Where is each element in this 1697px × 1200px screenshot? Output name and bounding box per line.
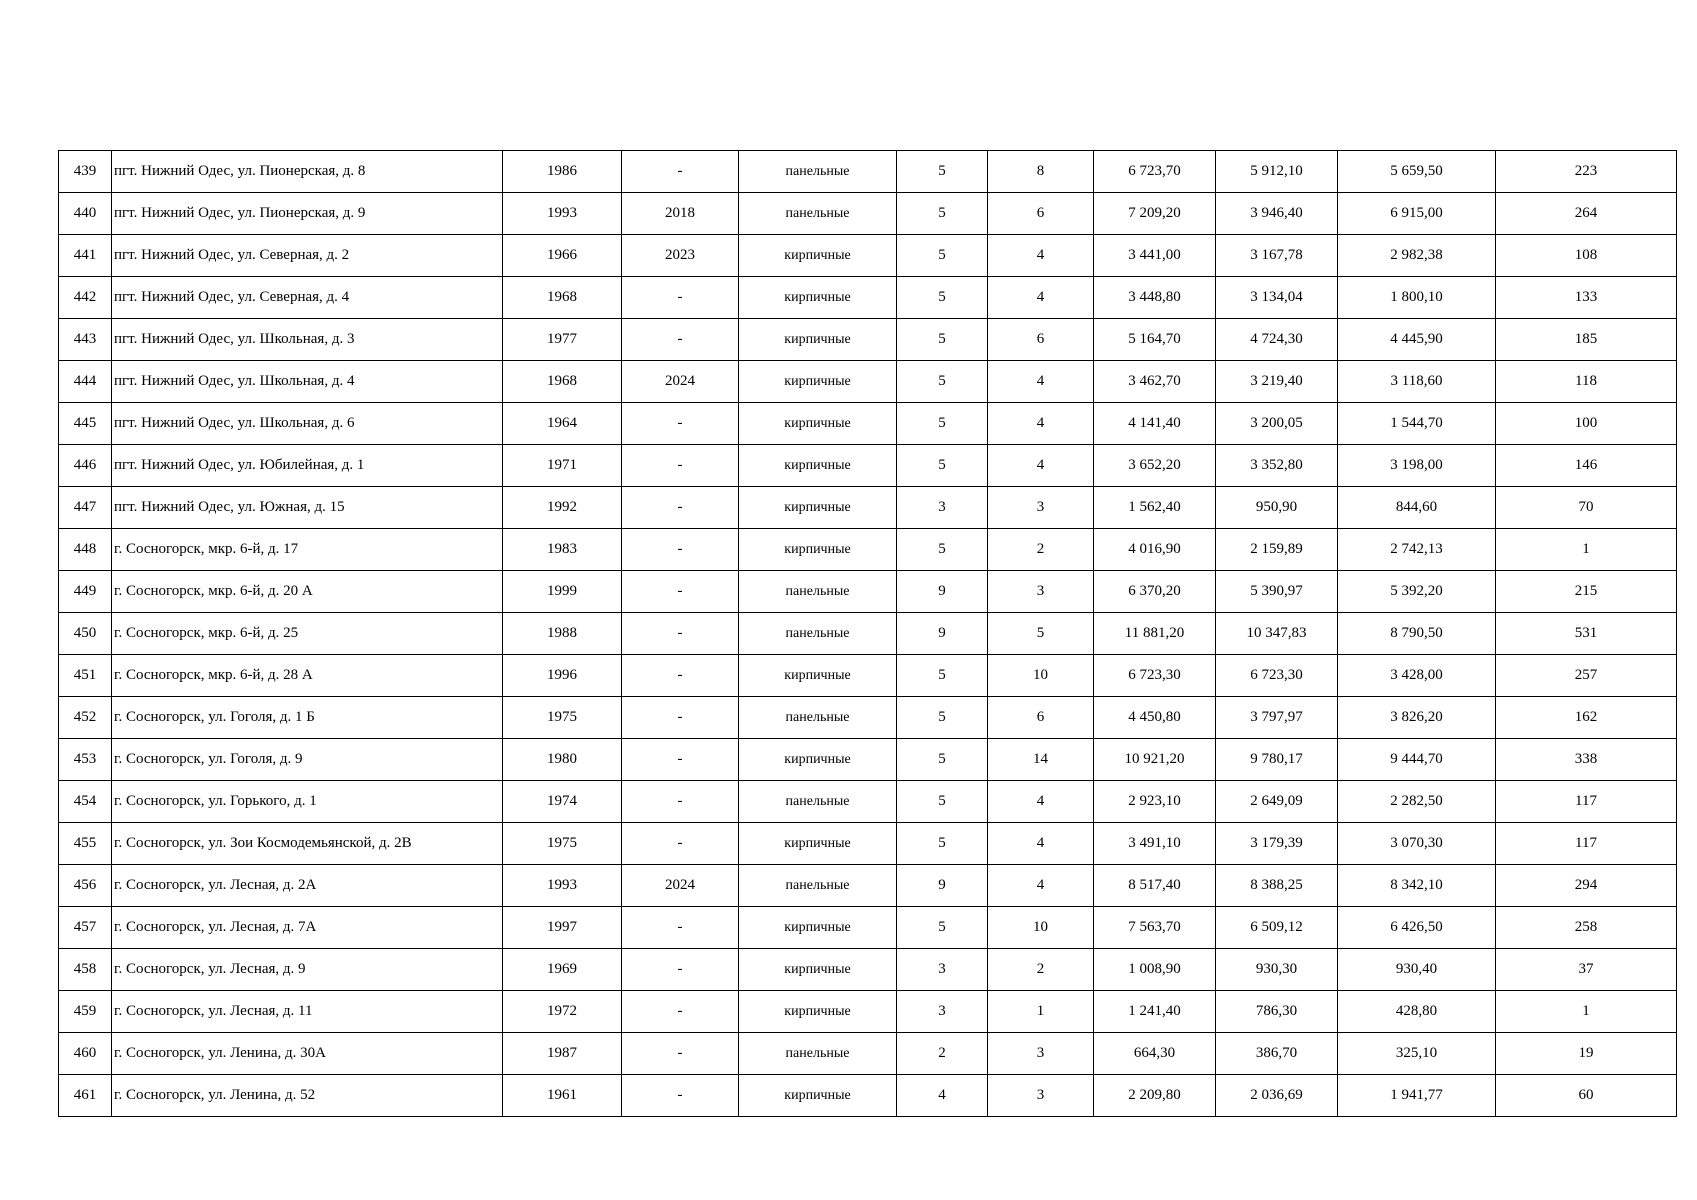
table-row — [59, 445, 1677, 487]
cell-address: пгт. Нижний Одес, ул. Школьная, д. 3 — [112, 319, 503, 361]
cell-area-total: 3 652,20 — [1094, 445, 1216, 487]
cell-area-living: 10 347,83 — [1216, 613, 1338, 655]
cell-area-private: 1 800,10 — [1338, 277, 1496, 319]
cell-area-total: 1 562,40 — [1094, 487, 1216, 529]
cell-address: г. Сосногорск, ул. Ленина, д. 30А — [112, 1033, 503, 1075]
cell-floors: 9 — [897, 613, 988, 655]
cell-address: г. Сосногорск, мкр. 6-й, д. 20 А — [112, 571, 503, 613]
cell-year-built: 1987 — [503, 1033, 622, 1075]
cell-area-total: 6 370,20 — [1094, 571, 1216, 613]
cell-area-private: 6 426,50 — [1338, 907, 1496, 949]
cell-area-private: 3 198,00 — [1338, 445, 1496, 487]
cell-area-total: 3 462,70 — [1094, 361, 1216, 403]
cell-area-private: 8 342,10 — [1338, 865, 1496, 907]
cell-residents: 185 — [1496, 319, 1677, 361]
cell-residents: 70 — [1496, 487, 1677, 529]
cell-floors: 5 — [897, 235, 988, 277]
cell-area-total: 5 164,70 — [1094, 319, 1216, 361]
cell-year-repair: - — [622, 529, 739, 571]
cell-entrances: 4 — [988, 361, 1094, 403]
cell-residents: 117 — [1496, 781, 1677, 823]
cell-year-built: 1980 — [503, 739, 622, 781]
cell-year-repair: - — [622, 739, 739, 781]
cell-area-total: 2 923,10 — [1094, 781, 1216, 823]
cell-area-living: 3 179,39 — [1216, 823, 1338, 865]
cell-entrances: 2 — [988, 949, 1094, 991]
cell-year-repair: 2018 — [622, 193, 739, 235]
cell-residents: 117 — [1496, 823, 1677, 865]
cell-wall-material: кирпичные — [739, 739, 897, 781]
cell-entrances: 2 — [988, 529, 1094, 571]
cell-year-built: 1972 — [503, 991, 622, 1033]
table-row — [59, 151, 1677, 193]
cell-year-repair: 2024 — [622, 361, 739, 403]
cell-floors: 5 — [897, 193, 988, 235]
cell-entrances: 4 — [988, 403, 1094, 445]
cell-area-living: 2 159,89 — [1216, 529, 1338, 571]
cell-address: г. Сосногорск, мкр. 6-й, д. 25 — [112, 613, 503, 655]
cell-address: г. Сосногорск, мкр. 6-й, д. 17 — [112, 529, 503, 571]
cell-area-private: 2 742,13 — [1338, 529, 1496, 571]
cell-area-living: 3 219,40 — [1216, 361, 1338, 403]
cell-year-built: 1971 — [503, 445, 622, 487]
cell-area-total: 1 241,40 — [1094, 991, 1216, 1033]
table-row — [59, 1075, 1677, 1117]
table-row — [59, 613, 1677, 655]
cell-area-living: 8 388,25 — [1216, 865, 1338, 907]
cell-address: пгт. Нижний Одес, ул. Южная, д. 15 — [112, 487, 503, 529]
cell-area-private: 930,40 — [1338, 949, 1496, 991]
table-row — [59, 781, 1677, 823]
cell-wall-material: кирпичные — [739, 277, 897, 319]
cell-residents: 37 — [1496, 949, 1677, 991]
cell-row-number: 452 — [59, 697, 112, 739]
cell-floors: 5 — [897, 151, 988, 193]
cell-wall-material: кирпичные — [739, 823, 897, 865]
cell-entrances: 6 — [988, 319, 1094, 361]
cell-wall-material: кирпичные — [739, 235, 897, 277]
table-row — [59, 193, 1677, 235]
cell-year-repair: - — [622, 991, 739, 1033]
cell-residents: 108 — [1496, 235, 1677, 277]
cell-row-number: 442 — [59, 277, 112, 319]
cell-area-living: 3 797,97 — [1216, 697, 1338, 739]
table-row — [59, 277, 1677, 319]
cell-floors: 5 — [897, 739, 988, 781]
cell-entrances: 4 — [988, 235, 1094, 277]
cell-entrances: 4 — [988, 781, 1094, 823]
cell-year-built: 1968 — [503, 277, 622, 319]
cell-floors: 5 — [897, 655, 988, 697]
table-row — [59, 571, 1677, 613]
table-row — [59, 487, 1677, 529]
cell-area-private: 325,10 — [1338, 1033, 1496, 1075]
cell-residents: 60 — [1496, 1075, 1677, 1117]
cell-entrances: 10 — [988, 655, 1094, 697]
cell-area-living: 3 352,80 — [1216, 445, 1338, 487]
cell-area-living: 4 724,30 — [1216, 319, 1338, 361]
cell-address: пгт. Нижний Одес, ул. Юбилейная, д. 1 — [112, 445, 503, 487]
cell-area-living: 5 390,97 — [1216, 571, 1338, 613]
cell-floors: 5 — [897, 697, 988, 739]
cell-area-private: 6 915,00 — [1338, 193, 1496, 235]
cell-address: пгт. Нижний Одес, ул. Северная, д. 2 — [112, 235, 503, 277]
cell-row-number: 460 — [59, 1033, 112, 1075]
cell-area-living: 3 200,05 — [1216, 403, 1338, 445]
cell-floors: 5 — [897, 361, 988, 403]
cell-area-total: 3 491,10 — [1094, 823, 1216, 865]
cell-wall-material: панельные — [739, 613, 897, 655]
cell-area-living: 950,90 — [1216, 487, 1338, 529]
table-row — [59, 403, 1677, 445]
cell-wall-material: панельные — [739, 781, 897, 823]
cell-wall-material: панельные — [739, 865, 897, 907]
cell-floors: 5 — [897, 277, 988, 319]
cell-floors: 4 — [897, 1075, 988, 1117]
cell-row-number: 459 — [59, 991, 112, 1033]
cell-entrances: 3 — [988, 487, 1094, 529]
cell-area-private: 8 790,50 — [1338, 613, 1496, 655]
cell-entrances: 14 — [988, 739, 1094, 781]
cell-year-repair: - — [622, 403, 739, 445]
cell-address: пгт. Нижний Одес, ул. Пионерская, д. 8 — [112, 151, 503, 193]
cell-residents: 215 — [1496, 571, 1677, 613]
cell-address: г. Сосногорск, ул. Лесная, д. 7А — [112, 907, 503, 949]
table-row — [59, 865, 1677, 907]
table-row — [59, 907, 1677, 949]
cell-area-total: 8 517,40 — [1094, 865, 1216, 907]
cell-year-repair: - — [622, 697, 739, 739]
cell-address: г. Сосногорск, ул. Зои Космодемьянской, д. 2В — [112, 823, 503, 865]
cell-entrances: 3 — [988, 1033, 1094, 1075]
cell-row-number: 440 — [59, 193, 112, 235]
cell-row-number: 441 — [59, 235, 112, 277]
cell-wall-material: кирпичные — [739, 319, 897, 361]
cell-entrances: 4 — [988, 277, 1094, 319]
cell-address: пгт. Нижний Одес, ул. Северная, д. 4 — [112, 277, 503, 319]
cell-year-built: 1974 — [503, 781, 622, 823]
cell-address: г. Сосногорск, ул. Лесная, д. 11 — [112, 991, 503, 1033]
cell-year-built: 1992 — [503, 487, 622, 529]
cell-area-total: 10 921,20 — [1094, 739, 1216, 781]
cell-area-living: 6 723,30 — [1216, 655, 1338, 697]
cell-year-built: 1964 — [503, 403, 622, 445]
cell-entrances: 4 — [988, 445, 1094, 487]
cell-wall-material: панельные — [739, 571, 897, 613]
cell-row-number: 453 — [59, 739, 112, 781]
table-row — [59, 739, 1677, 781]
cell-address: г. Сосногорск, ул. Ленина, д. 52 — [112, 1075, 503, 1117]
cell-year-built: 1996 — [503, 655, 622, 697]
cell-residents: 223 — [1496, 151, 1677, 193]
cell-address: пгт. Нижний Одес, ул. Пионерская, д. 9 — [112, 193, 503, 235]
table-row — [59, 991, 1677, 1033]
cell-area-private: 2 282,50 — [1338, 781, 1496, 823]
cell-residents: 1 — [1496, 991, 1677, 1033]
cell-address: г. Сосногорск, ул. Горького, д. 1 — [112, 781, 503, 823]
cell-wall-material: кирпичные — [739, 529, 897, 571]
cell-wall-material: панельные — [739, 1033, 897, 1075]
cell-wall-material: кирпичные — [739, 1075, 897, 1117]
cell-row-number: 456 — [59, 865, 112, 907]
cell-year-repair: - — [622, 151, 739, 193]
cell-year-repair: - — [622, 319, 739, 361]
cell-area-total: 1 008,90 — [1094, 949, 1216, 991]
cell-year-built: 1961 — [503, 1075, 622, 1117]
cell-area-living: 3 134,04 — [1216, 277, 1338, 319]
cell-year-repair: - — [622, 781, 739, 823]
cell-area-total: 3 448,80 — [1094, 277, 1216, 319]
cell-floors: 5 — [897, 823, 988, 865]
cell-area-private: 3 118,60 — [1338, 361, 1496, 403]
cell-wall-material: кирпичные — [739, 949, 897, 991]
cell-year-built: 1966 — [503, 235, 622, 277]
cell-wall-material: панельные — [739, 697, 897, 739]
cell-year-repair: 2023 — [622, 235, 739, 277]
cell-year-repair: - — [622, 571, 739, 613]
cell-wall-material: кирпичные — [739, 655, 897, 697]
cell-residents: 1 — [1496, 529, 1677, 571]
cell-year-built: 1997 — [503, 907, 622, 949]
cell-area-private: 1 941,77 — [1338, 1075, 1496, 1117]
cell-residents: 19 — [1496, 1033, 1677, 1075]
cell-area-living: 9 780,17 — [1216, 739, 1338, 781]
cell-area-private: 5 392,20 — [1338, 571, 1496, 613]
cell-year-repair: - — [622, 655, 739, 697]
cell-year-repair: - — [622, 445, 739, 487]
cell-address: пгт. Нижний Одес, ул. Школьная, д. 6 — [112, 403, 503, 445]
cell-residents: 100 — [1496, 403, 1677, 445]
cell-year-built: 1975 — [503, 697, 622, 739]
cell-row-number: 445 — [59, 403, 112, 445]
cell-area-total: 4 141,40 — [1094, 403, 1216, 445]
cell-wall-material: кирпичные — [739, 487, 897, 529]
cell-residents: 118 — [1496, 361, 1677, 403]
cell-row-number: 450 — [59, 613, 112, 655]
table-row — [59, 529, 1677, 571]
cell-area-total: 3 441,00 — [1094, 235, 1216, 277]
cell-year-built: 1999 — [503, 571, 622, 613]
cell-area-living: 2 036,69 — [1216, 1075, 1338, 1117]
cell-residents: 264 — [1496, 193, 1677, 235]
cell-wall-material: кирпичные — [739, 991, 897, 1033]
cell-year-repair: - — [622, 613, 739, 655]
cell-floors: 2 — [897, 1033, 988, 1075]
cell-area-total: 2 209,80 — [1094, 1075, 1216, 1117]
cell-address: пгт. Нижний Одес, ул. Школьная, д. 4 — [112, 361, 503, 403]
cell-area-total: 4 450,80 — [1094, 697, 1216, 739]
cell-residents: 258 — [1496, 907, 1677, 949]
cell-wall-material: кирпичные — [739, 907, 897, 949]
table-row — [59, 655, 1677, 697]
cell-address: г. Сосногорск, ул. Лесная, д. 9 — [112, 949, 503, 991]
cell-area-private: 3 826,20 — [1338, 697, 1496, 739]
cell-row-number: 457 — [59, 907, 112, 949]
cell-area-total: 4 016,90 — [1094, 529, 1216, 571]
table-row — [59, 823, 1677, 865]
cell-area-total: 7 209,20 — [1094, 193, 1216, 235]
cell-year-repair: - — [622, 949, 739, 991]
table-row — [59, 1033, 1677, 1075]
cell-entrances: 1 — [988, 991, 1094, 1033]
cell-floors: 9 — [897, 571, 988, 613]
cell-entrances: 6 — [988, 697, 1094, 739]
cell-year-built: 1968 — [503, 361, 622, 403]
cell-wall-material: панельные — [739, 151, 897, 193]
cell-residents: 146 — [1496, 445, 1677, 487]
cell-year-built: 1986 — [503, 151, 622, 193]
cell-area-private: 4 445,90 — [1338, 319, 1496, 361]
cell-row-number: 458 — [59, 949, 112, 991]
table-row — [59, 319, 1677, 361]
cell-row-number: 461 — [59, 1075, 112, 1117]
cell-area-total: 6 723,30 — [1094, 655, 1216, 697]
cell-floors: 5 — [897, 403, 988, 445]
cell-address: г. Сосногорск, мкр. 6-й, д. 28 А — [112, 655, 503, 697]
cell-entrances: 4 — [988, 823, 1094, 865]
cell-area-private: 5 659,50 — [1338, 151, 1496, 193]
table-row — [59, 361, 1677, 403]
cell-year-repair: - — [622, 823, 739, 865]
cell-area-total: 6 723,70 — [1094, 151, 1216, 193]
cell-entrances: 3 — [988, 1075, 1094, 1117]
cell-row-number: 443 — [59, 319, 112, 361]
cell-row-number: 454 — [59, 781, 112, 823]
cell-year-repair: 2024 — [622, 865, 739, 907]
cell-row-number: 455 — [59, 823, 112, 865]
cell-row-number: 449 — [59, 571, 112, 613]
cell-row-number: 447 — [59, 487, 112, 529]
cell-address: г. Сосногорск, ул. Гоголя, д. 9 — [112, 739, 503, 781]
cell-year-built: 1993 — [503, 865, 622, 907]
cell-area-living: 2 649,09 — [1216, 781, 1338, 823]
cell-area-living: 3 167,78 — [1216, 235, 1338, 277]
cell-year-repair: - — [622, 1033, 739, 1075]
cell-area-private: 844,60 — [1338, 487, 1496, 529]
cell-residents: 294 — [1496, 865, 1677, 907]
table-row — [59, 697, 1677, 739]
cell-year-built: 1993 — [503, 193, 622, 235]
cell-year-built: 1988 — [503, 613, 622, 655]
cell-entrances: 6 — [988, 193, 1094, 235]
cell-entrances: 8 — [988, 151, 1094, 193]
cell-residents: 531 — [1496, 613, 1677, 655]
cell-floors: 3 — [897, 991, 988, 1033]
cell-row-number: 444 — [59, 361, 112, 403]
cell-year-repair: - — [622, 1075, 739, 1117]
cell-area-private: 2 982,38 — [1338, 235, 1496, 277]
cell-year-built: 1977 — [503, 319, 622, 361]
housing-registry-table — [58, 150, 1677, 1117]
cell-floors: 5 — [897, 445, 988, 487]
cell-floors: 5 — [897, 319, 988, 361]
cell-year-built: 1983 — [503, 529, 622, 571]
cell-residents: 133 — [1496, 277, 1677, 319]
cell-area-private: 3 070,30 — [1338, 823, 1496, 865]
cell-area-living: 386,70 — [1216, 1033, 1338, 1075]
cell-area-private: 3 428,00 — [1338, 655, 1496, 697]
cell-entrances: 10 — [988, 907, 1094, 949]
cell-year-repair: - — [622, 487, 739, 529]
cell-floors: 5 — [897, 907, 988, 949]
cell-area-total: 664,30 — [1094, 1033, 1216, 1075]
cell-area-private: 428,80 — [1338, 991, 1496, 1033]
cell-wall-material: кирпичные — [739, 403, 897, 445]
cell-area-private: 9 444,70 — [1338, 739, 1496, 781]
cell-area-living: 5 912,10 — [1216, 151, 1338, 193]
cell-residents: 338 — [1496, 739, 1677, 781]
table-row — [59, 235, 1677, 277]
cell-entrances: 4 — [988, 865, 1094, 907]
cell-address: г. Сосногорск, ул. Лесная, д. 2А — [112, 865, 503, 907]
cell-residents: 257 — [1496, 655, 1677, 697]
cell-wall-material: кирпичные — [739, 361, 897, 403]
cell-year-repair: - — [622, 907, 739, 949]
table-body — [59, 151, 1677, 1117]
cell-row-number: 446 — [59, 445, 112, 487]
cell-entrances: 5 — [988, 613, 1094, 655]
table-row — [59, 949, 1677, 991]
cell-row-number: 439 — [59, 151, 112, 193]
cell-row-number: 451 — [59, 655, 112, 697]
cell-area-living: 786,30 — [1216, 991, 1338, 1033]
cell-area-private: 1 544,70 — [1338, 403, 1496, 445]
cell-year-repair: - — [622, 277, 739, 319]
cell-floors: 9 — [897, 865, 988, 907]
cell-row-number: 448 — [59, 529, 112, 571]
cell-floors: 5 — [897, 529, 988, 571]
cell-wall-material: кирпичные — [739, 445, 897, 487]
cell-year-built: 1969 — [503, 949, 622, 991]
cell-address: г. Сосногорск, ул. Гоголя, д. 1 Б — [112, 697, 503, 739]
cell-area-total: 7 563,70 — [1094, 907, 1216, 949]
cell-floors: 3 — [897, 487, 988, 529]
cell-entrances: 3 — [988, 571, 1094, 613]
cell-wall-material: панельные — [739, 193, 897, 235]
cell-year-built: 1975 — [503, 823, 622, 865]
cell-area-living: 3 946,40 — [1216, 193, 1338, 235]
cell-area-living: 6 509,12 — [1216, 907, 1338, 949]
cell-area-total: 11 881,20 — [1094, 613, 1216, 655]
cell-floors: 3 — [897, 949, 988, 991]
cell-residents: 162 — [1496, 697, 1677, 739]
cell-area-living: 930,30 — [1216, 949, 1338, 991]
cell-floors: 5 — [897, 781, 988, 823]
